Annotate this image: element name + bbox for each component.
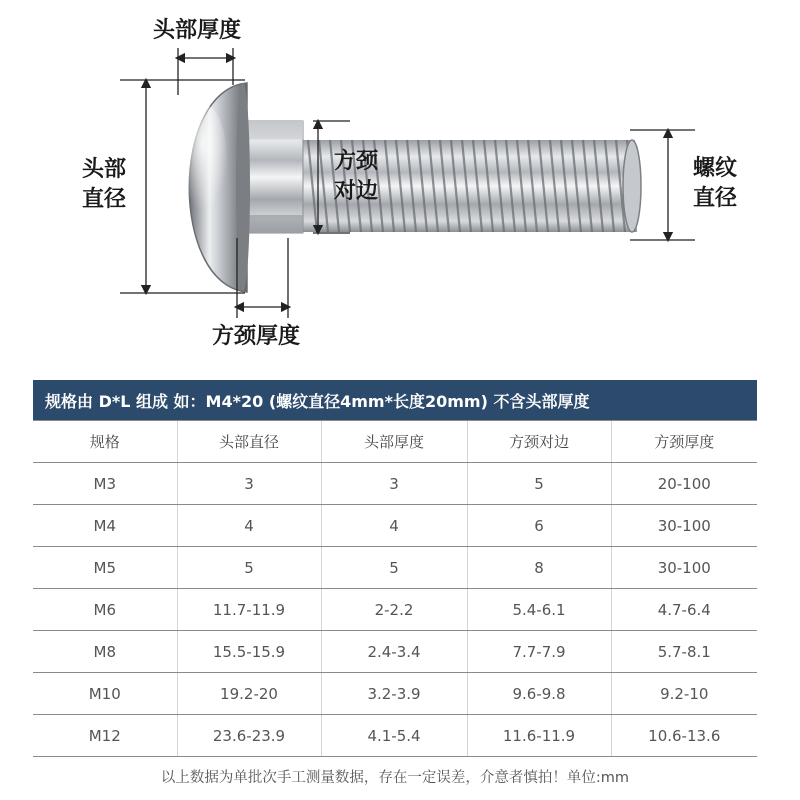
- table-cell: 11.6-11.9: [467, 715, 611, 757]
- head-diameter-label-line2: 直径: [81, 187, 126, 212]
- table-row: [33, 715, 757, 757]
- table-cell: 19.2-20: [177, 673, 321, 715]
- table-row: [33, 631, 757, 673]
- head-thickness-label: 头部厚度: [153, 18, 242, 43]
- table-row: [33, 673, 757, 715]
- spec-table: [33, 380, 757, 757]
- table-row: [33, 463, 757, 505]
- table-banner-row: [33, 380, 757, 421]
- table-cell: 9.6-9.8: [467, 673, 611, 715]
- column-header: 头部直径: [177, 421, 321, 463]
- square-neck-across-line2: 对边: [333, 179, 378, 204]
- table-cell: 7.7-7.9: [467, 631, 611, 673]
- table-cell: 2-2.2: [321, 589, 467, 631]
- table-cell: 4: [321, 505, 467, 547]
- table-row: [33, 589, 757, 631]
- table-cell: M3: [33, 463, 177, 505]
- column-header: 规格: [33, 421, 177, 463]
- table-cell: 30-100: [611, 547, 757, 589]
- table-banner: 规格由 D*L 组成 如：M4*20 (螺纹直径4mm*长度20mm) 不含头部厚度: [33, 380, 757, 421]
- dome-head: [183, 83, 250, 292]
- table-header-row: [33, 421, 757, 463]
- table-cell: 3.2-3.9: [321, 673, 467, 715]
- table-cell: 5.4-6.1: [467, 589, 611, 631]
- table-cell: 9.2-10: [611, 673, 757, 715]
- table-cell: M12: [33, 715, 177, 757]
- table-row: [33, 547, 757, 589]
- table-cell: 2.4-3.4: [321, 631, 467, 673]
- table-cell: 4: [177, 505, 321, 547]
- table-body: [33, 463, 757, 757]
- head-diameter-label: [74, 155, 134, 215]
- table-cell: M6: [33, 589, 177, 631]
- table-row: [33, 505, 757, 547]
- square-neck-across-label: [326, 147, 386, 207]
- table-cell: 5: [321, 547, 467, 589]
- table-cell: 11.7-11.9: [177, 589, 321, 631]
- thread-diameter-label: [685, 154, 745, 214]
- table-cell: 5.7-8.1: [611, 631, 757, 673]
- square-neck-thickness-label: 方颈厚度: [212, 324, 301, 349]
- table-cell: M8: [33, 631, 177, 673]
- table-cell: M5: [33, 547, 177, 589]
- table-cell: 6: [467, 505, 611, 547]
- table-cell: 10.6-13.6: [611, 715, 757, 757]
- head-diameter-label-line1: 头部: [81, 157, 126, 182]
- table-cell: 15.5-15.9: [177, 631, 321, 673]
- table-cell: 5: [177, 547, 321, 589]
- thread-diameter-label-line2: 直径: [692, 186, 737, 211]
- table-cell: 3: [321, 463, 467, 505]
- table-cell: 5: [467, 463, 611, 505]
- table-cell: 8: [467, 547, 611, 589]
- bolt-diagram: [0, 0, 800, 370]
- square-neck-across-line1: 方颈: [333, 149, 378, 174]
- table-cell: 23.6-23.9: [177, 715, 321, 757]
- table-cell: 3: [177, 463, 321, 505]
- column-header: 头部厚度: [321, 421, 467, 463]
- table-cell: M4: [33, 505, 177, 547]
- table-cell: 20-100: [611, 463, 757, 505]
- table-cell: 30-100: [611, 505, 757, 547]
- table-cell: 4.7-6.4: [611, 589, 757, 631]
- thread-diameter-label-line1: 螺纹: [692, 156, 737, 181]
- table-cell: 4.1-5.4: [321, 715, 467, 757]
- column-header: 方颈厚度: [611, 421, 757, 463]
- column-header: 方颈对边: [467, 421, 611, 463]
- footer-note: 以上数据为单批次手工测量数据，存在一定误差，介意者慎拍！单位:mm: [160, 770, 630, 786]
- table-cell: M10: [33, 673, 177, 715]
